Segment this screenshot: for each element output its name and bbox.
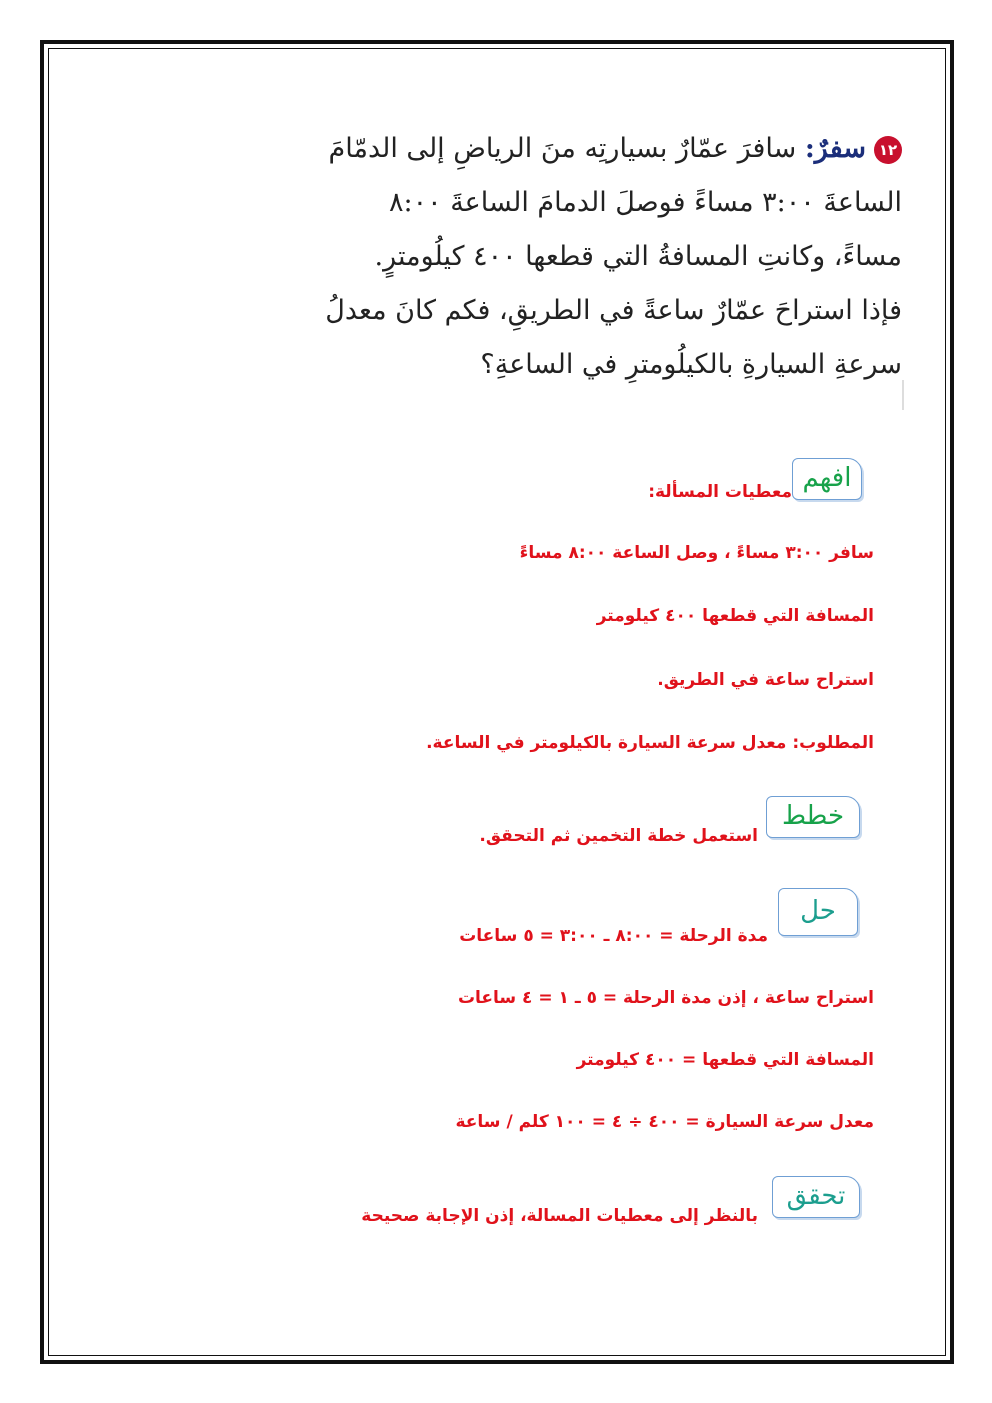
problem-line-3: مساءً، وكانتِ المسافةُ التي قطعها ٤٠٠ كيلُومترٍ.: [374, 241, 902, 272]
tab-understand: افهم: [792, 458, 862, 500]
understand-line-4: المطلوب: معدل سرعة السيارة بالكيلومتر في الساعة.: [426, 733, 874, 753]
solve-line-1: مدة الرحلة = ٨:٠٠ ـ ٣:٠٠ = ٥ ساعات: [459, 926, 768, 946]
understand-line-2: المسافة التي قطعها ٤٠٠ كيلومتر: [596, 606, 874, 626]
problem-line-5: سرعةِ السيارةِ بالكيلُومترِ في الساعةِ؟: [480, 349, 902, 380]
problem-line-4: فإذا استراحَ عمّارٌ ساعةً في الطريقِ، فكم كانَ معدلُ: [325, 295, 902, 326]
solve-line-2: استراح ساعة ، إذن مدة الرحلة = ٥ ـ ١ = ٤ ساعات: [457, 988, 874, 1008]
problem-number-badge: ١٢: [874, 136, 902, 164]
problem-statement: [270, 122, 902, 392]
problem-text-1: سافرَ عمّارٌ بسيارتِه منَ الرياضِ إلى الدمّامَ: [328, 133, 797, 164]
understand-line-3: استراح ساعة في الطريق.: [657, 670, 874, 690]
scan-edge-mark: [902, 380, 904, 410]
plan-text: استعمل خطة التخمين ثم التحقق.: [479, 826, 758, 846]
tab-check: تحقق: [772, 1176, 860, 1218]
solve-line-4: معدل سرعة السيارة = ٤٠٠ ÷ ٤ = ١٠٠ كلم / ساعة: [455, 1112, 874, 1132]
understand-line-1: سافر ٣:٠٠ مساءً ، وصل الساعة ٨:٠٠ مساءً: [519, 543, 874, 563]
tab-plan: خطط: [766, 796, 860, 838]
understand-heading: معطيات المسألة:: [648, 482, 792, 502]
problem-line-2: الساعةَ ٣:٠٠ مساءً فوصلَ الدمامَ الساعةَ ٨:٠٠: [389, 187, 902, 218]
solve-line-3: المسافة التي قطعها = ٤٠٠ كيلومتر: [576, 1050, 874, 1070]
tab-solve: حل: [778, 888, 858, 936]
check-text: بالنظر إلى معطيات المسالة، إذن الإجابة صحيحة: [361, 1206, 758, 1226]
problem-line-1: [270, 122, 902, 176]
problem-keyword: سفرٌ:: [804, 133, 866, 164]
